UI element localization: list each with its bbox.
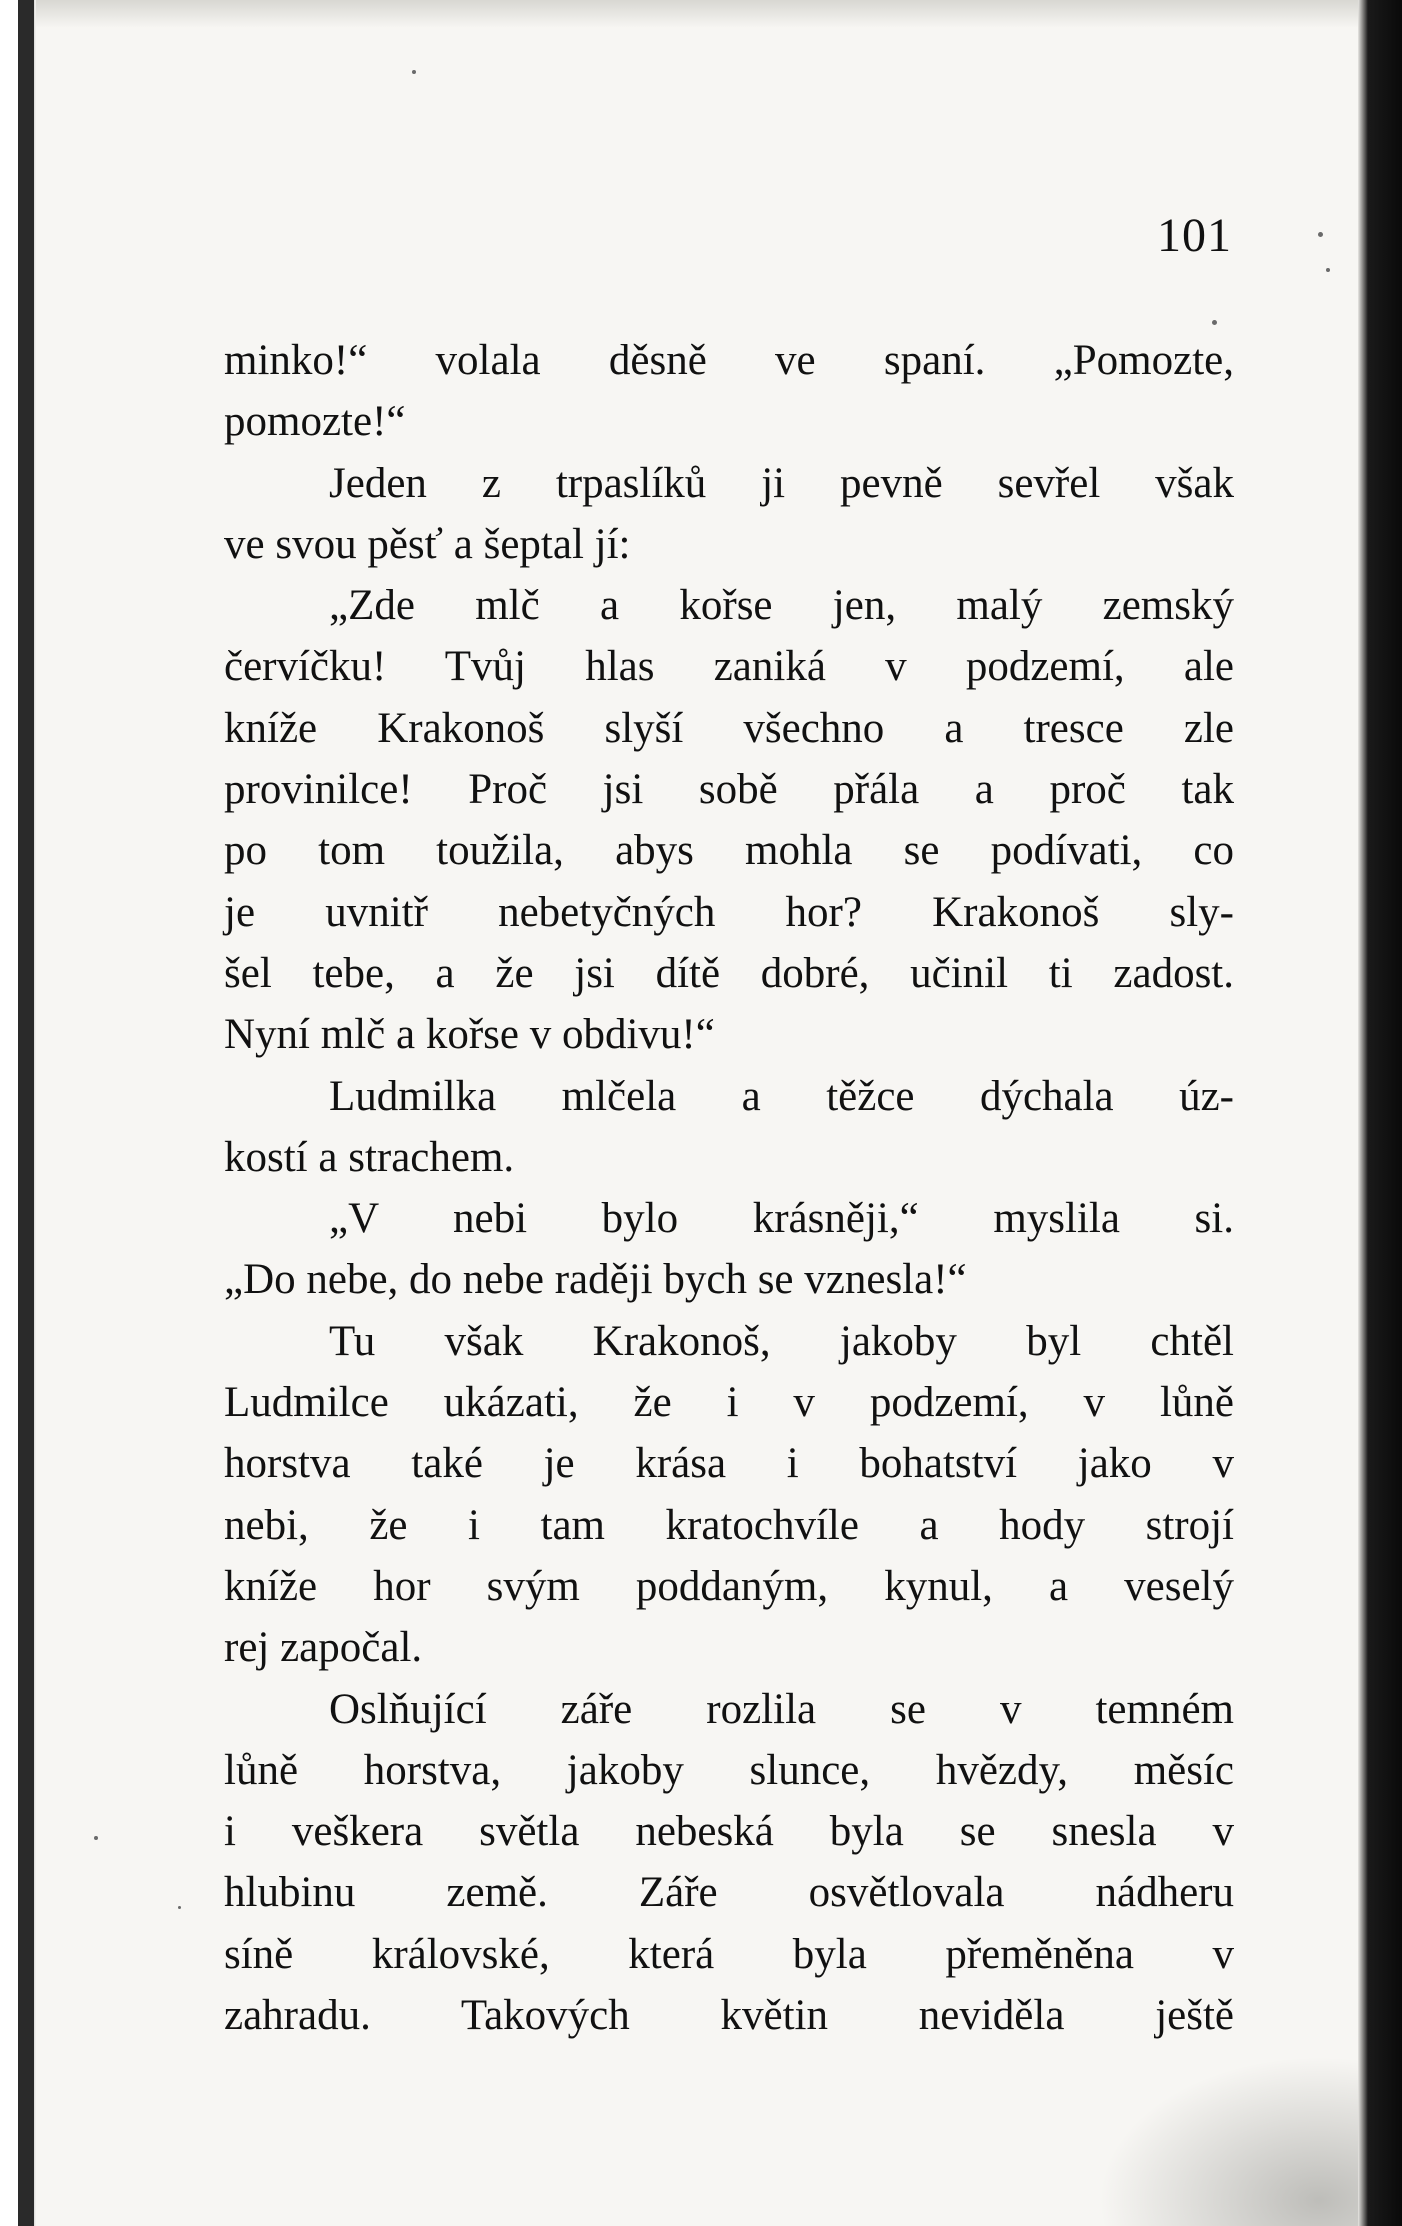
- text-line: lůně horstva, jakoby slunce, hvězdy, měsíc: [224, 1746, 1234, 1794]
- text-line: kníže Krakonoš slyší všechno a tresce zle: [224, 704, 1234, 752]
- text-line: Ludmilce ukázati, že i v podzemí, v lůně: [224, 1379, 1234, 1427]
- text-line: i veškera světla nebeská byla se snesla v: [224, 1808, 1234, 1856]
- body-text: [224, 330, 1234, 2046]
- text-line: rej započal.: [224, 1624, 423, 1672]
- text-line: pomozte!“: [224, 398, 406, 446]
- text-line: Nyní mlč a kořse v obdivu!“: [224, 1011, 715, 1059]
- text-line: minko!“ volala děsně ve spaní. „Pomozte,: [224, 337, 1234, 384]
- text-line: „Do nebe, do nebe raději bych se vznesla!“: [224, 1256, 967, 1304]
- text-line: Oslňující záře rozlila se v temném: [329, 1685, 1234, 1733]
- text-line: červíčku! Tvůj hlas zaniká v podzemí, ale: [224, 643, 1234, 691]
- text-line: Tu však Krakonoš, jakoby byl chtěl: [329, 1317, 1234, 1365]
- text-line: nebi, že i tam kratochvíle a hody strojí: [224, 1501, 1234, 1549]
- text-line: síně královské, která byla přeměněna v: [224, 1930, 1234, 1978]
- text-line: kostí a strachem.: [224, 1133, 515, 1181]
- text-line: horstva také je krása i bohatství jako v: [224, 1440, 1234, 1488]
- text-line: ve svou pěsť a šeptal jí:: [224, 520, 631, 568]
- text-line: zahradu. Takových květin neviděla ještě: [224, 1992, 1234, 2040]
- text-line: Jeden z trpaslíků ji pevně sevřel však: [329, 459, 1234, 507]
- text-line: je uvnitř nebetyčných hor? Krakonoš sly-: [224, 888, 1234, 936]
- text-line: šel tebe, a že jsi dítě dobré, učinil ti zadost.: [224, 949, 1234, 997]
- right-dark-edge: [1358, 0, 1402, 2226]
- text-line: po tom toužila, abys mohla se podívati, co: [224, 827, 1234, 875]
- page-number: 101: [1157, 209, 1232, 262]
- text-line: provinilce! Proč jsi sobě přála a proč tak: [224, 766, 1234, 814]
- text-line: kníže hor svým poddaným, kynul, a veselý: [224, 1562, 1234, 1610]
- text-line: Ludmilka mlčela a těžce dýchala úz-: [329, 1072, 1234, 1120]
- text-line: hlubinu země. Záře osvětlovala nádheru: [224, 1869, 1234, 1917]
- left-binding-edge: [0, 0, 36, 2226]
- text-line: „Zde mlč a kořse jen, malý zemský: [329, 582, 1234, 630]
- book-page: [36, 0, 1358, 2226]
- text-line: „V nebi bylo krásněji,“ myslila si.: [329, 1195, 1234, 1243]
